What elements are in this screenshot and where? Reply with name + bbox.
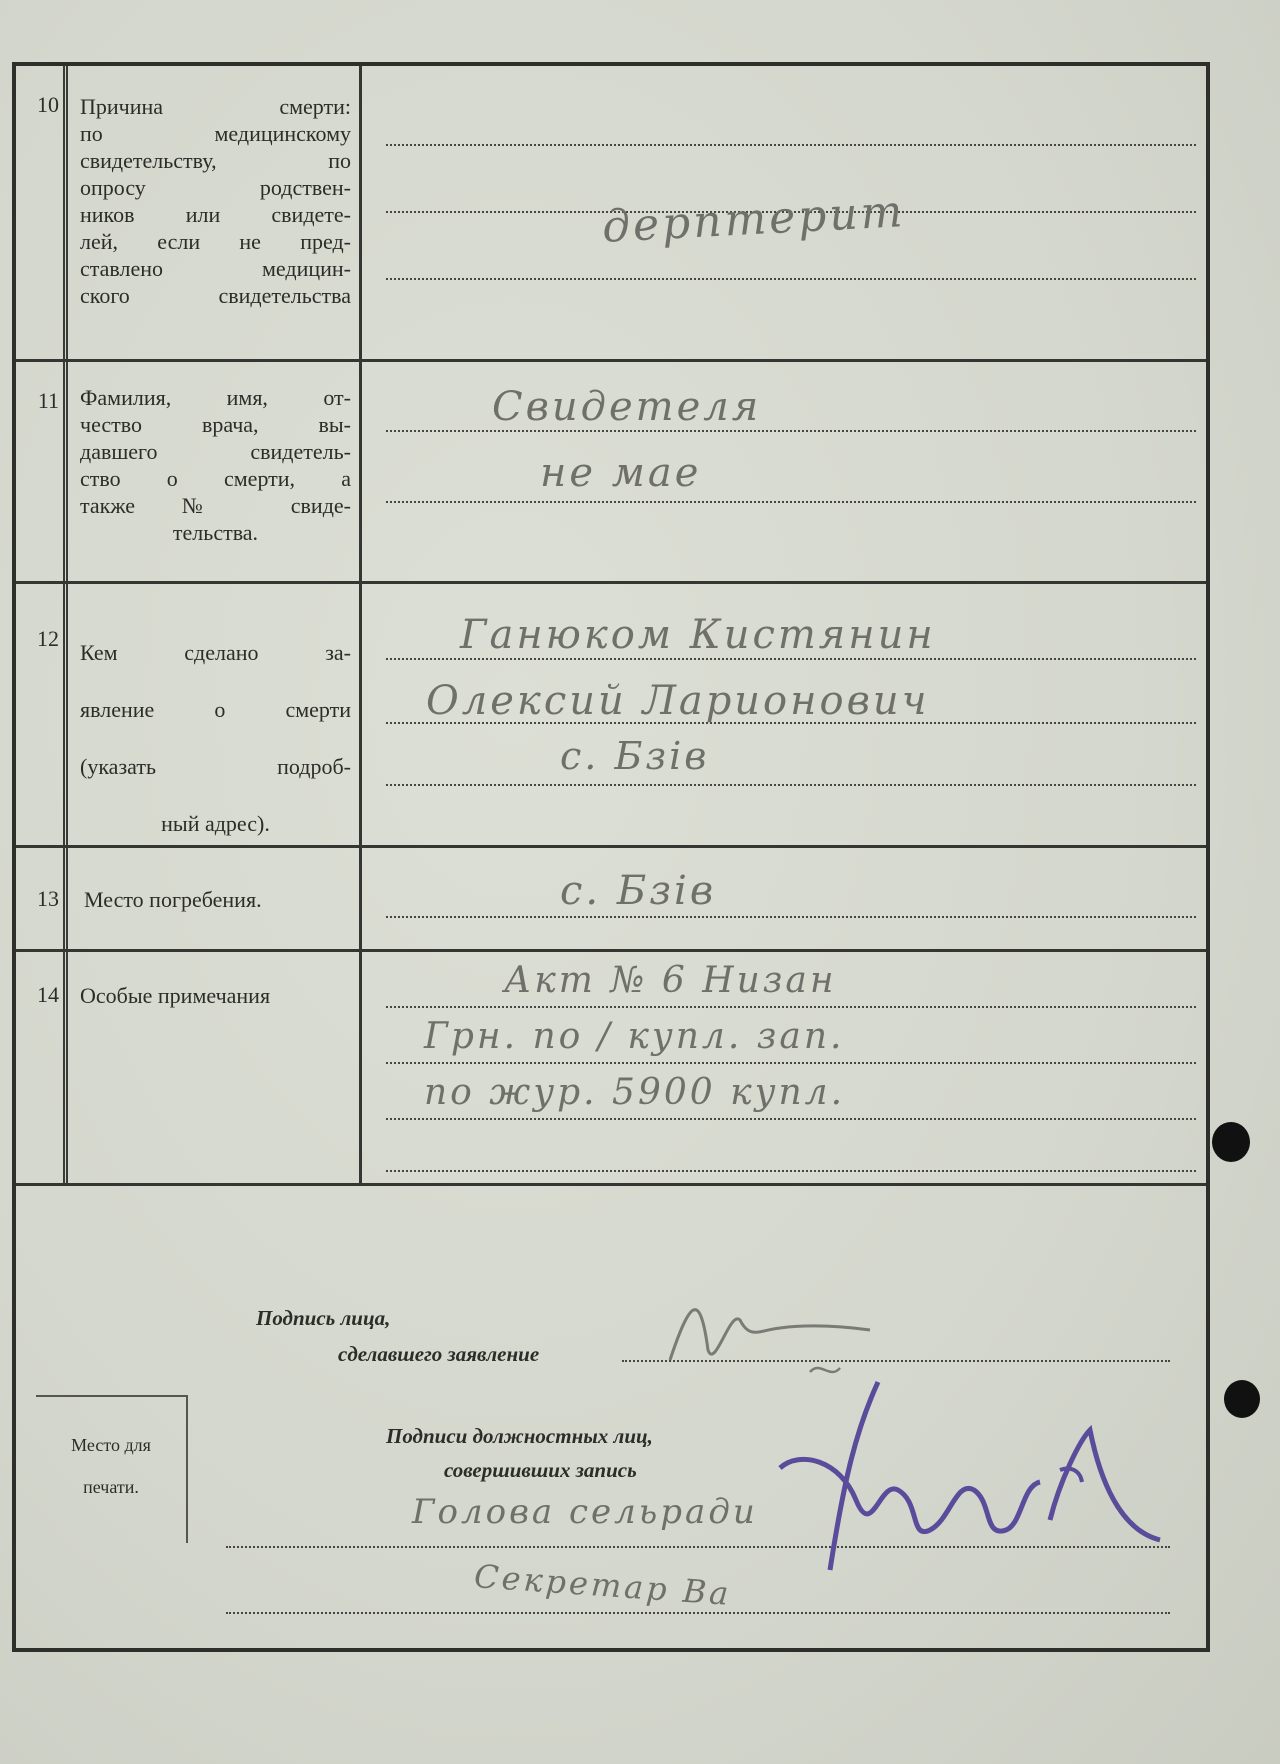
official-handwritten-2: Секретар Ва [472,1557,733,1613]
row-field [364,66,1206,359]
row-cause-of-death [16,66,1206,362]
handwritten-entry: Акт № 6 Низан [504,960,837,1001]
binder-hole-bottom [1224,1380,1260,1418]
handwritten-entry: с. Бзів [560,868,717,914]
handwritten-entry: по жур. 5900 купл. [424,1072,846,1113]
row-field [364,848,1206,949]
applicant-signature-label-2: сделавшего заявление [338,1342,540,1366]
dotted-line [386,1062,1196,1064]
stamp-box-label: Место для [71,1435,151,1455]
dotted-line [386,1170,1196,1172]
applicant-signature-label: Подпись лица, [256,1306,391,1330]
row-field [364,584,1206,845]
dotted-line [386,916,1196,918]
handwritten-entry: с. Бзів [560,734,710,778]
dotted-line [386,1118,1196,1120]
binder-hole-top [1212,1122,1250,1162]
handwritten-entry: не мае [540,450,702,496]
stamp-box [36,1395,188,1543]
row-special-notes [16,952,1206,1186]
row-number: 10 [16,66,68,359]
dotted-line [386,144,1196,146]
row-label: Причина смерти: по медицинскому свидетельству, по опросу родствен- ников или свидете- лей, если не пред- ставлено медицин- ского свидетельства [70,66,362,359]
dotted-line [386,430,1196,432]
handwritten-entry: Олексий Ларионович [426,678,930,724]
handwritten-entry: Грн. по / купл. зап. [424,1016,845,1057]
handwritten-entry: Ганюком Кистянин [460,612,936,658]
dotted-line [386,1006,1196,1008]
row-burial-place [16,848,1206,952]
stamp-box-label-2: печати. [83,1477,139,1497]
row-number: 11 [16,362,68,581]
dotted-line [386,278,1196,280]
row-label: Особые примечания [70,952,362,1183]
handwritten-entry: Свидетеля [492,384,762,430]
dotted-line [386,784,1196,786]
officials-signature-label-2: совершивших запись [444,1458,637,1482]
row-label: Место погребения. [70,848,362,949]
officials-signature-label: Подписи должностных лиц, [386,1424,653,1448]
row-number: 12 [16,584,68,845]
official-signature-line-2 [226,1612,1170,1614]
dotted-line [386,501,1196,503]
dotted-line [386,658,1196,660]
row-label: Кем сделано за- явление о смерти (указать подроб- ный адрес). [70,584,362,845]
official-handwritten-1: Голова сельради [412,1492,758,1532]
row-field [364,362,1206,581]
row-declarant [16,584,1206,848]
row-label: Фамилия, имя, от- чество врача, вы- давшего свидетель- ство о смерти, а также № свиде- тельства. [70,362,362,581]
row-doctor-name [16,362,1206,584]
official-ink-signature [760,1370,1180,1600]
row-number: 14 [16,952,68,1183]
row-field [364,952,1206,1183]
handwritten-entry: дерптерит [600,186,907,253]
row-number: 13 [16,848,68,949]
